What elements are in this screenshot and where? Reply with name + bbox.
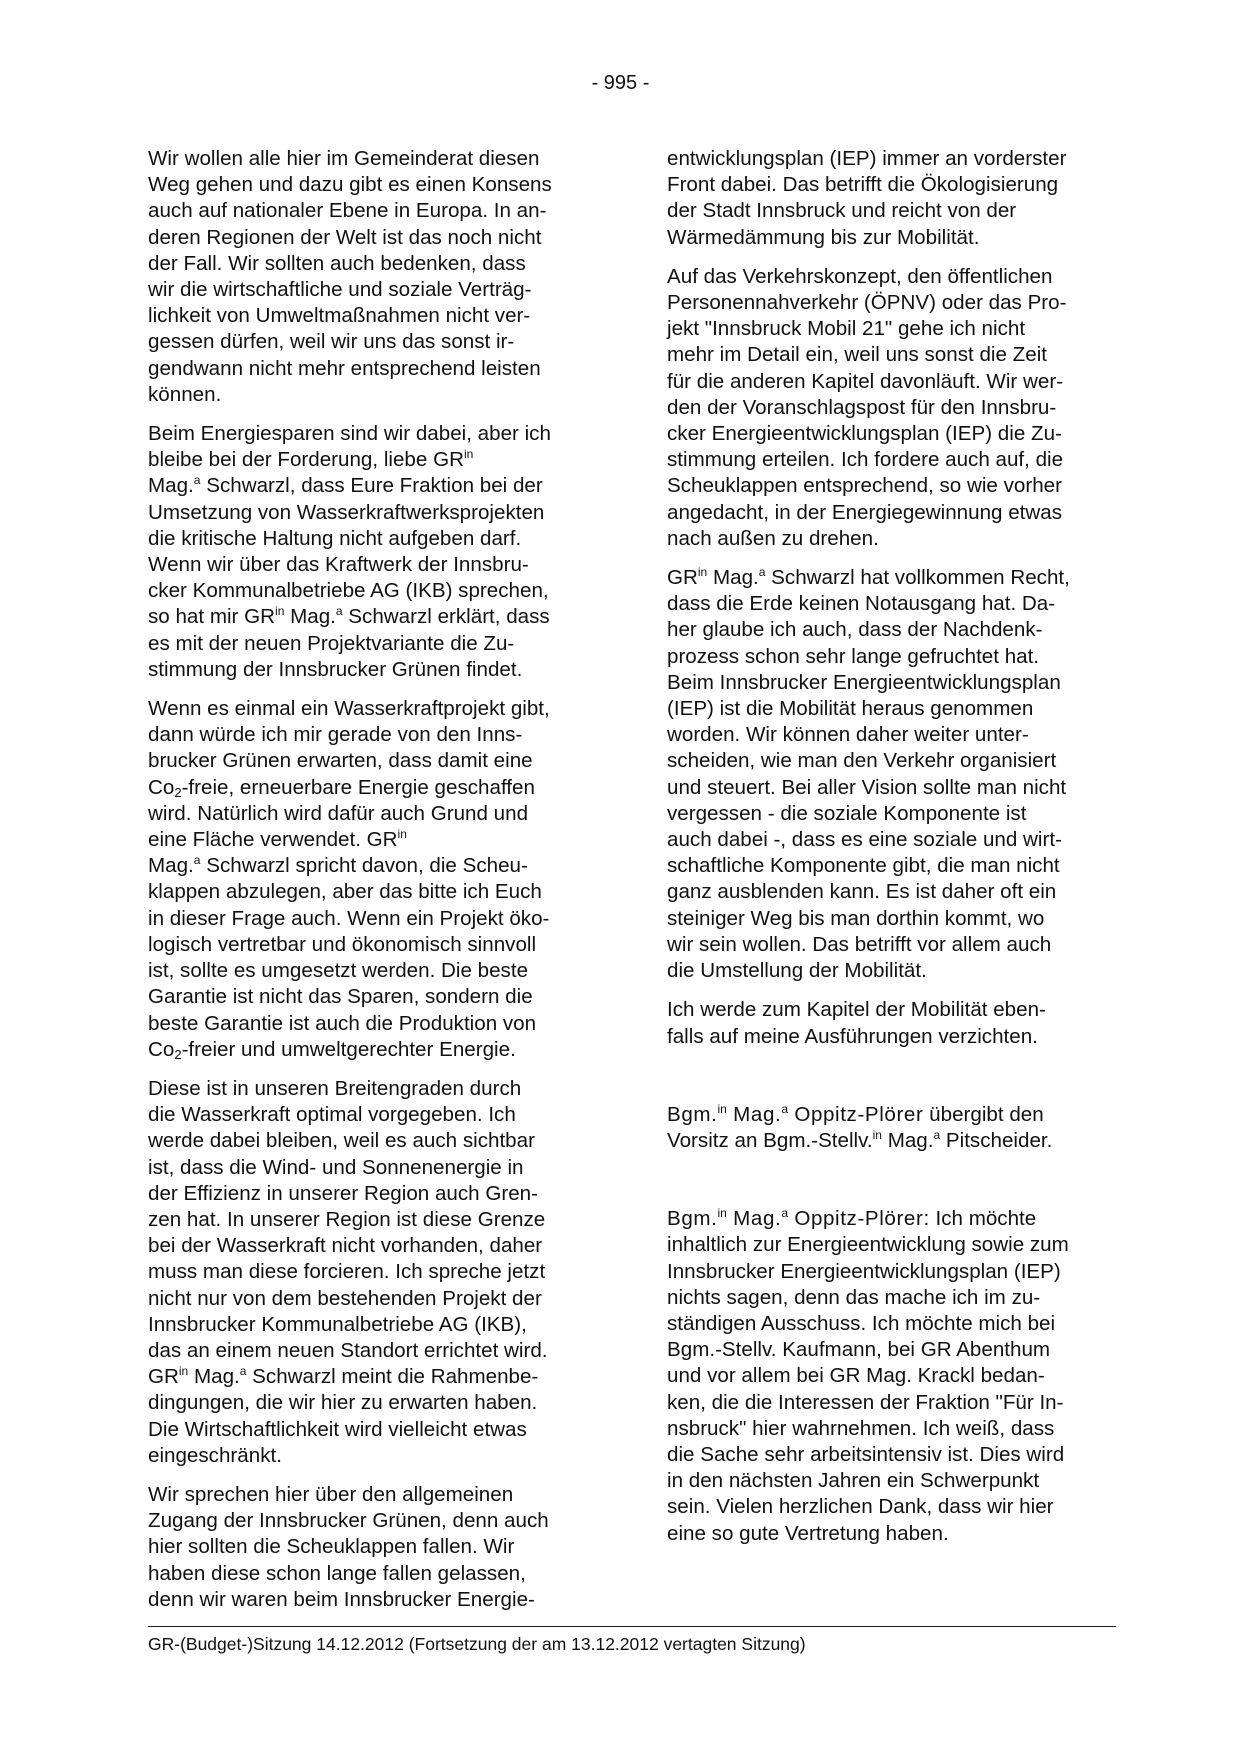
paragraph: Wenn es einmal ein Wasserkraftprojekt gibt, dann würde ich mir gerade von den Inns- brucker Grünen erwarten, dass damit eine $Co_2$-freie, erneuerbare Energie geschaffen wird. Natürlich wird dafür auch Grund und eine Fläche verwendet. $GR^{in}$ Mag.$^a$ Schwarzl spricht davon, die Scheu- klappen abzulegen, aber das bitte ich Euch in dieser Frage auch. Wenn ein Projekt öko- logisch vertretbar und ökonomisch sinnvoll ist, sollte es umgesetzt werden. Die beste Garantie ist nicht das Sparen, sondern die beste Garantie ist auch die Produktion von $Co_2$-freier und umweltgerechter Energie. <box>148 697 550 1062</box>
paragraph: Wir sprechen hier über den allgemeinen Zugang der Innsbrucker Grünen, denn auch hier sollten die Scheuklappen fallen. Wir haben diese schon lange fallen gelassen, denn wir waren beim Innsbrucker Energie- <box>148 1482 549 1611</box>
left-column <box>148 146 594 1626</box>
paragraph: Beim Energiesparen sind wir dabei, aber ich bleibe bei der Forderung, liebe $GR^{in}$ Mag.$^a$ Schwarzl, dass Eure Fraktion bei der Umsetzung von Wasserkraftwerksprojekten die kritische Haltung nicht aufgeben darf. Wenn wir über das Kraftwerk der Innsbru- cker Kommunalbetriebe AG (IKB) sprechen, so hat mir $GR^{in}$ Mag.$^a$ Schwarzl erklärt, dass es mit der neuen Projektvariante die Zu- stimmung der Innsbrucker Grünen findet. <box>148 422 551 681</box>
paragraph: Auf das Verkehrskonzept, den öffentlichen Personennahverkehr (ÖPNV) oder das Pro- jekt "Innsbruck Mobil 21" gehe ich nicht mehr im Detail ein, weil uns sonst die Zeit für die anderen Kapitel davonläuft. Wir wer- den der Voranschlagspost für den Innsbru- cker Energieentwicklungsplan (IEP) die Zu- stimmung erteilen. Ich fordere auch auf, die Scheuklappen entsprechend, so wie vorher angedacht, in der Energiegewinnung etwas nach außen zu drehen. <box>667 264 1067 550</box>
right-column <box>667 146 1113 1560</box>
footer-divider <box>148 1626 1116 1627</box>
paragraph: entwicklungsplan (IEP) immer an vorderster Front dabei. Das betrifft die Ökologisierung der Stadt Innsbruck und reicht von der Wärmedämmung bis zur Mobilität. <box>667 147 1067 249</box>
footer: GR-(Budget-)Sitzung 14.12.2012 (Fortsetzung der am 13.12.2012 vertagten Sitzung) <box>148 1634 806 1654</box>
speaker-name: Bgm. <box>667 1207 718 1231</box>
speaker-statement: Bgm.$^{in}$ Mag.$^a$ Oppitz-Plörer: Ich möchte inhaltlich zur Energieentwicklung sowie zum Innsbrucker Energieentwicklungsplan (IEP) nichts sagen, denn das mache ich im zu- ständigen Ausschuss. Ich möchte mich bei Bgm.-Stellv. Kaufmann, bei GR Abenthum und vor allem bei GR Mag. Krackl bedan- ken, die die Interessen der Fraktion "Für In- nsbruck" hier wahrnehmen. Ich weiß, dass die Sache sehr arbeitsintensiv ist. Dies wird in den nächsten Jahren ein Schwerpunkt sein. Vielen herzlichen Dank, dass wir hier eine so gute Vertretung haben. <box>667 1206 1069 1545</box>
paragraph: Diese ist in unseren Breitengraden durch die Wasserkraft optimal vorgegeben. Ich werde dabei bleiben, weil es auch sichtbar ist, dass die Wind- und Sonnenenergie in der Effizienz in unserer Region auch Gren- zen hat. In unserer Region ist diese Grenze bei der Wasserkraft nicht vorhanden, daher muss man diese forcieren. Ich spreche jetzt nicht nur von dem bestehenden Projekt der Innsbrucker Kommunalbetriebe AG (IKB), das an einem neuen Standort errichtet wird. $GR^{in}$ Mag.$^a$ Schwarzl meint die Rahmenbe- dingungen, die wir hier zu erwarten haben. Die Wirtschaftlichkeit wird vielleicht etwas eingeschränkt. <box>148 1076 548 1467</box>
paragraph: Wir wollen alle hier im Gemeinderat diesen Weg gehen und dazu gibt es einen Konsens auch auf nationaler Ebene in Europa. In an- deren Regionen der Welt ist das noch nicht der Fall. Wir sollten auch bedenken, dass wir die wirtschaftliche und soziale Verträg- lichkeit von Umweltmaßnahmen nicht ver- gessen dürfen, weil wir uns das sonst ir- gendwann nicht mehr entsprechend leisten können. <box>148 147 552 406</box>
page-number: - 995 - <box>591 72 650 94</box>
chair-handover-note: Bgm.$^{in}$ Mag.$^a$ Oppitz-Plörer übergibt den Vorsitz an Bgm.-Stellv.$^{in}$ Mag.$^a$ Pitscheider. <box>667 1101 1053 1152</box>
paragraph: Ich werde zum Kapitel der Mobilität eben- falls auf meine Ausführungen verzichten. <box>667 998 1046 1048</box>
paragraph: $GR^{in}$ Mag.$^a$ Schwarzl hat vollkommen Recht, dass die Erde keinen Notausgang hat. Da- her glaube ich auch, dass der Nachdenk- prozess schon sehr lange gefruchtet hat. Beim Innsbrucker Energieentwicklungsplan (IEP) ist die Mobilität heraus genommen worden. Wir können daher weiter unter- scheiden, wie man den Verkehr organisiert und steuert. Bei aller Vision sollte man nicht vergessen - die soziale Komponente ist auch dabei -, dass es eine soziale und wirt- schaftliche Komponente gibt, die man nicht ganz ausblenden kann. Es ist daher oft ein steiniger Weg bis man dorthin kommt, wo wir sein wollen. Das betrifft vor allem auch die Umstellung der Mobilität. <box>667 565 1070 983</box>
